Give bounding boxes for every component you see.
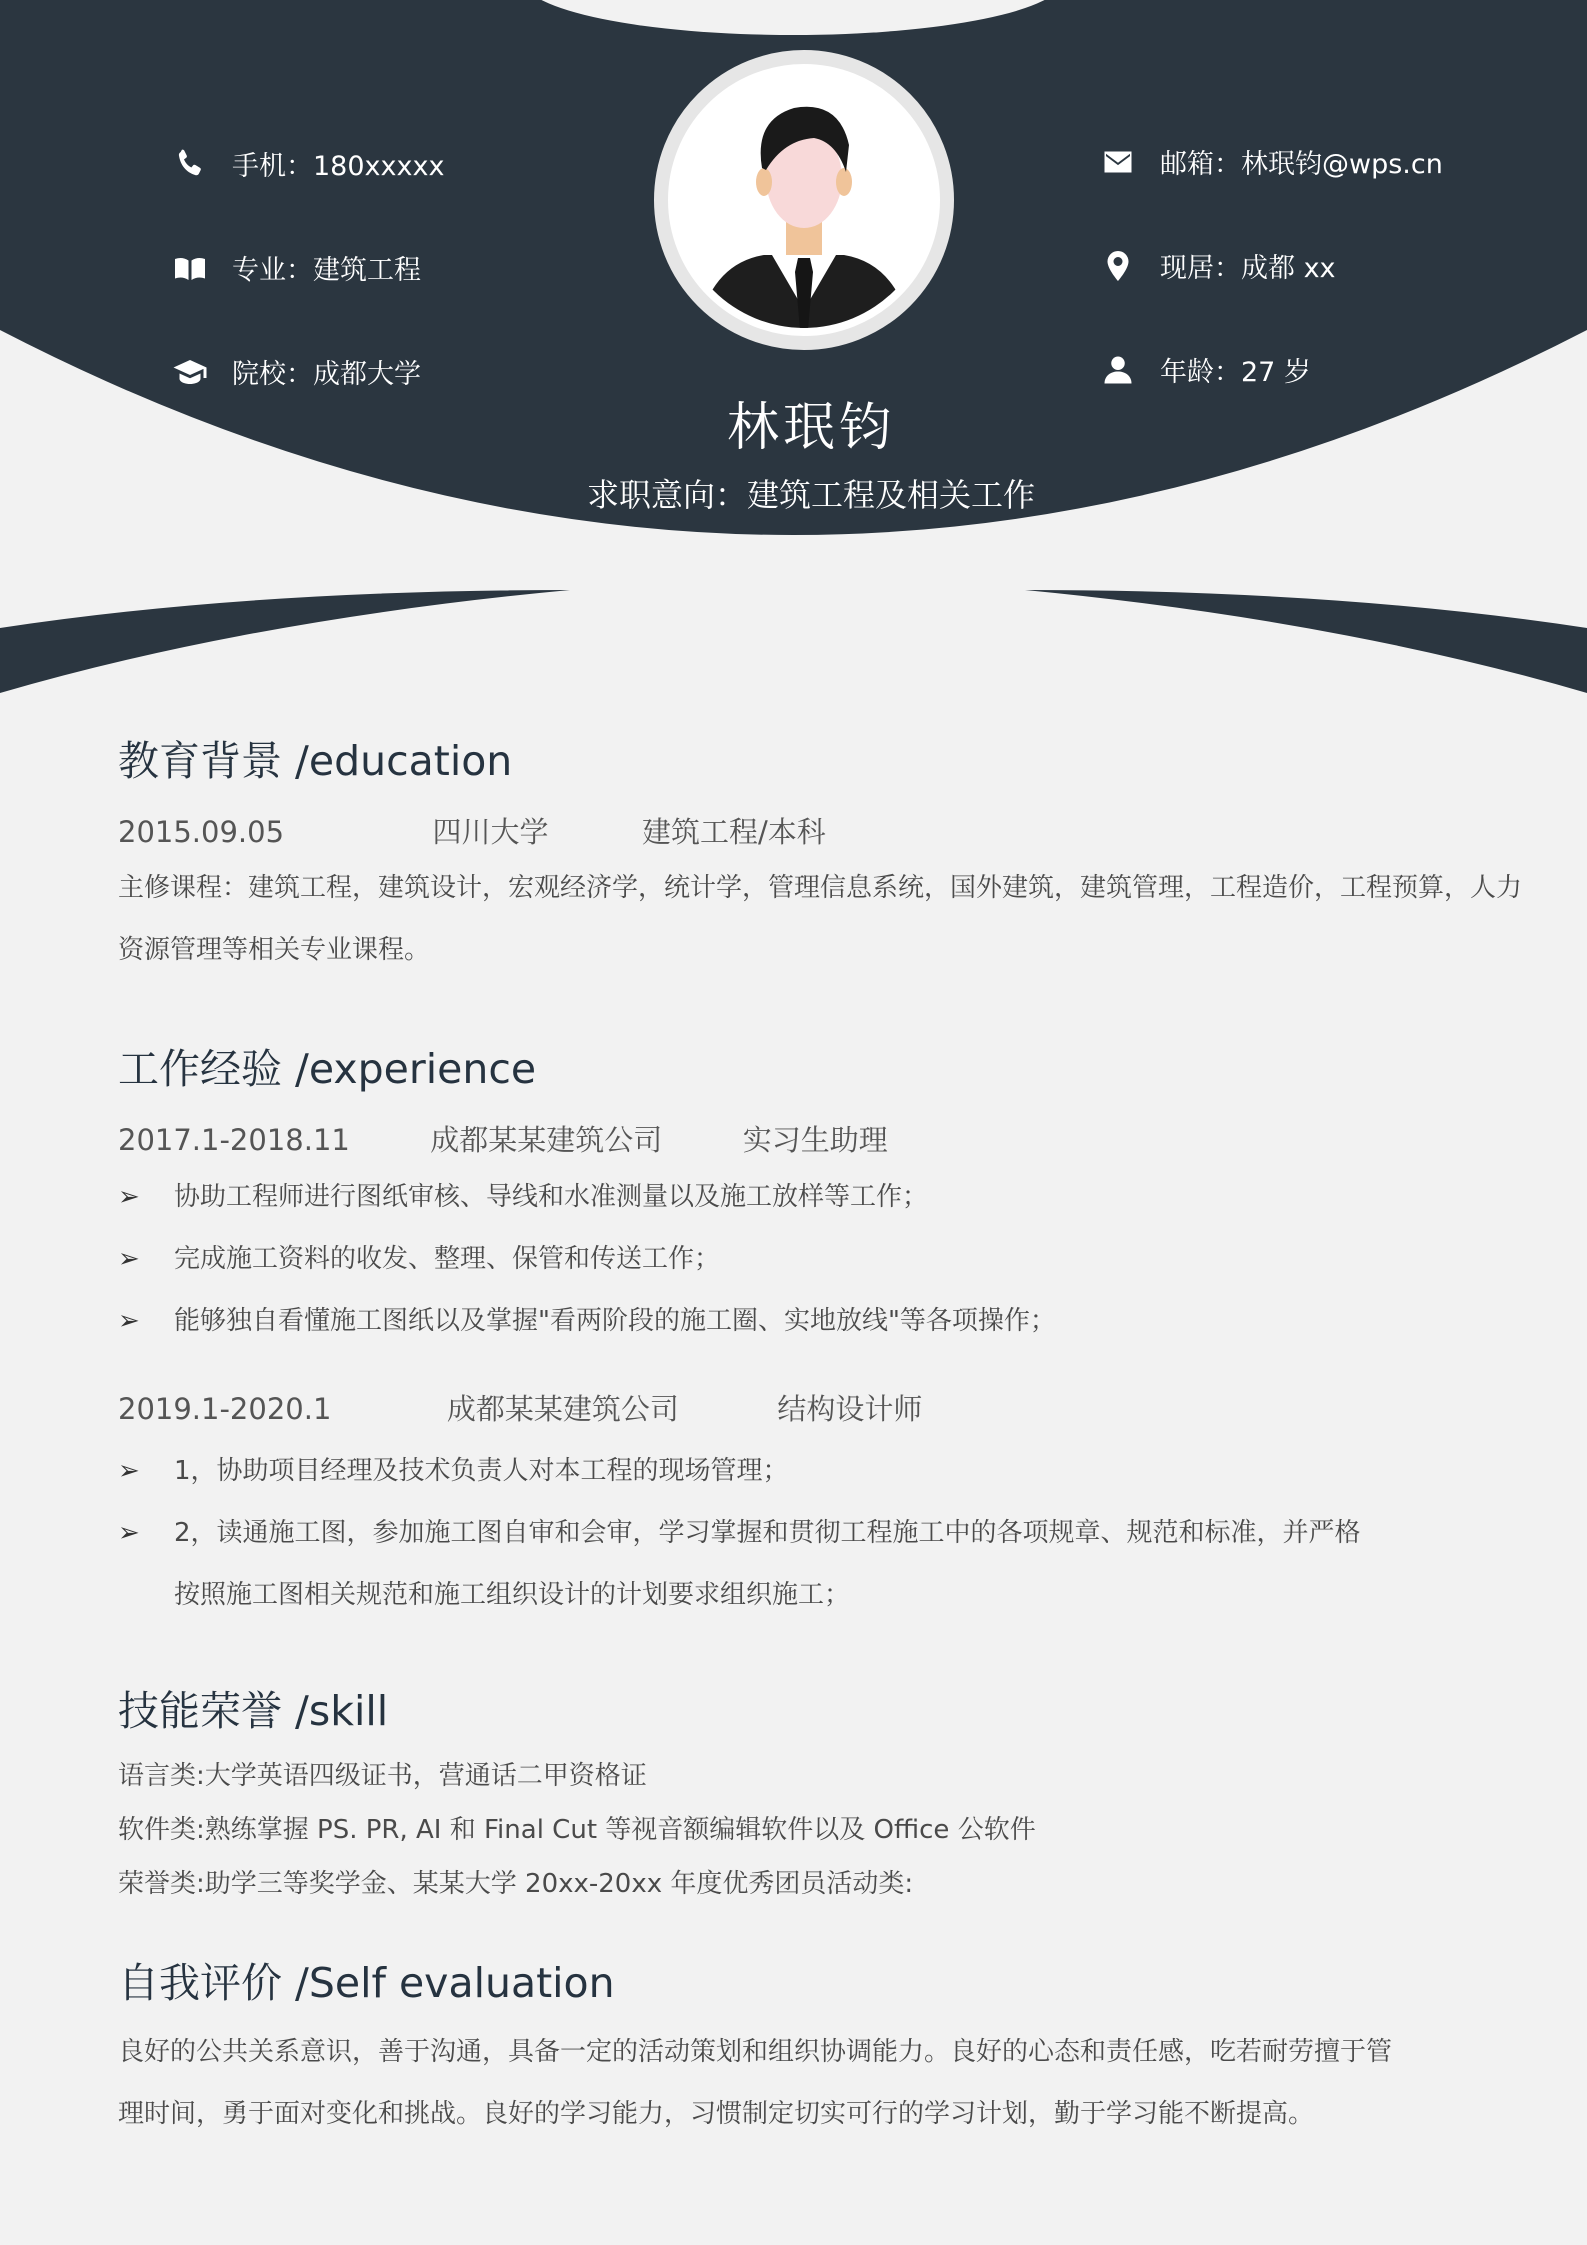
list-item: ➢ 1，协助项目经理及技术负责人对本工程的现场管理； bbox=[118, 1440, 789, 1502]
contact-major bbox=[172, 248, 421, 287]
arrow-bullet-icon: ➢ bbox=[118, 1518, 140, 1548]
job-company: 成都某某建筑公司 bbox=[430, 1123, 663, 1157]
contact-age-text: 年龄：27 岁 bbox=[1160, 357, 1311, 388]
skills-title: 技能荣誉 /skill bbox=[118, 1687, 389, 1735]
mail-icon bbox=[1100, 144, 1136, 180]
list-item: ➢ 能够独自看懂施工图纸以及掌握"看两阶段的施工圈、实地放线"等各项操作； bbox=[118, 1290, 1056, 1352]
education-date: 2015.09.05 bbox=[118, 815, 285, 849]
contact-email-text: 邮箱：林珉钧@wps.cn bbox=[1160, 149, 1443, 180]
contact-phone bbox=[172, 144, 444, 183]
arrow-bullet-icon: ➢ bbox=[118, 1306, 140, 1336]
job-row-2 bbox=[118, 1387, 922, 1428]
skill-language: 语言类:大学英语四级证书，营通话二甲资格证 bbox=[118, 1761, 647, 1791]
self-eval-line2: 理时间，勇于面对变化和挑战。良好的学习能力，习惯制定切实可行的学习计划，勤于学习能不断提高。 bbox=[118, 2099, 1315, 2129]
avatar bbox=[654, 50, 954, 350]
experience-title: 工作经验 /experience bbox=[118, 1045, 537, 1093]
contact-phone-text: 手机：180xxxxx bbox=[232, 151, 445, 182]
self-eval-title: 自我评价 /Self evaluation bbox=[118, 1959, 615, 2007]
arrow-bullet-icon: ➢ bbox=[118, 1456, 140, 1486]
education-major: 建筑工程/本科 bbox=[641, 815, 826, 849]
job-role: 实习生助理 bbox=[742, 1123, 888, 1157]
candidate-name: 林珉钧 bbox=[726, 398, 895, 458]
book-icon bbox=[172, 250, 208, 286]
location-pin-icon bbox=[1100, 248, 1136, 284]
contact-residence bbox=[1100, 246, 1336, 285]
job-role: 结构设计师 bbox=[777, 1392, 923, 1426]
arrow-bullet-icon: ➢ bbox=[118, 1244, 140, 1274]
education-courses-line2: 资源管理等相关专业课程。 bbox=[118, 935, 431, 965]
job-date: 2017.1-2018.11 bbox=[118, 1123, 350, 1157]
arrow-bullet-icon: ➢ bbox=[118, 1182, 140, 1212]
education-courses-line1: 主修课程：建筑工程，建筑设计，宏观经济学，统计学，管理信息系统，国外建筑，建筑管理，工程造价，工程预算，人力 bbox=[118, 873, 1523, 903]
user-icon bbox=[1100, 352, 1136, 388]
skill-software: 软件类:熟练掌握 PS. PR, AI 和 Final Cut 等视音额编辑软件以及 Office 公软件 bbox=[118, 1815, 1036, 1845]
education-row bbox=[118, 810, 826, 851]
education-school: 四川大学 bbox=[432, 815, 549, 849]
list-item-continuation: 按照施工图相关规范和施工组织设计的计划要求组织施工； bbox=[174, 1580, 851, 1610]
list-item: ➢ 协助工程师进行图纸审核、导线和水准测量以及施工放样等工作； bbox=[118, 1166, 928, 1228]
job-row-1 bbox=[118, 1118, 888, 1159]
contact-email bbox=[1100, 142, 1443, 181]
education-title: 教育背景 /education bbox=[118, 737, 513, 785]
phone-icon bbox=[172, 146, 208, 182]
contact-residence-text: 现居：成都 xx bbox=[1160, 253, 1336, 284]
contact-age bbox=[1100, 350, 1311, 389]
skill-honors: 荣誉类:助学三等奖学金、某某大学 20xx-20xx 年度优秀团员活动类: bbox=[118, 1869, 914, 1899]
job-date: 2019.1-2020.1 bbox=[118, 1392, 332, 1426]
list-item: ➢ 2，读通施工图，参加施工图自审和会审，学习掌握和贯彻工程施工中的各项规章、规范和标准，并严格 bbox=[118, 1502, 1361, 1564]
self-eval-line1: 良好的公共关系意识，善于沟通，具备一定的活动策划和组织协调能力。良好的心态和责任感，吃若耐劳擅于管 bbox=[118, 2037, 1393, 2067]
job-objective: 求职意向：建筑工程及相关工作 bbox=[586, 476, 1035, 514]
contact-school-text: 院校：成都大学 bbox=[232, 359, 421, 390]
list-item: ➢ 完成施工资料的收发、整理、保管和传送工作； bbox=[118, 1228, 720, 1290]
contact-major-text: 专业：建筑工程 bbox=[232, 255, 421, 286]
job-company: 成都某某建筑公司 bbox=[446, 1392, 679, 1426]
